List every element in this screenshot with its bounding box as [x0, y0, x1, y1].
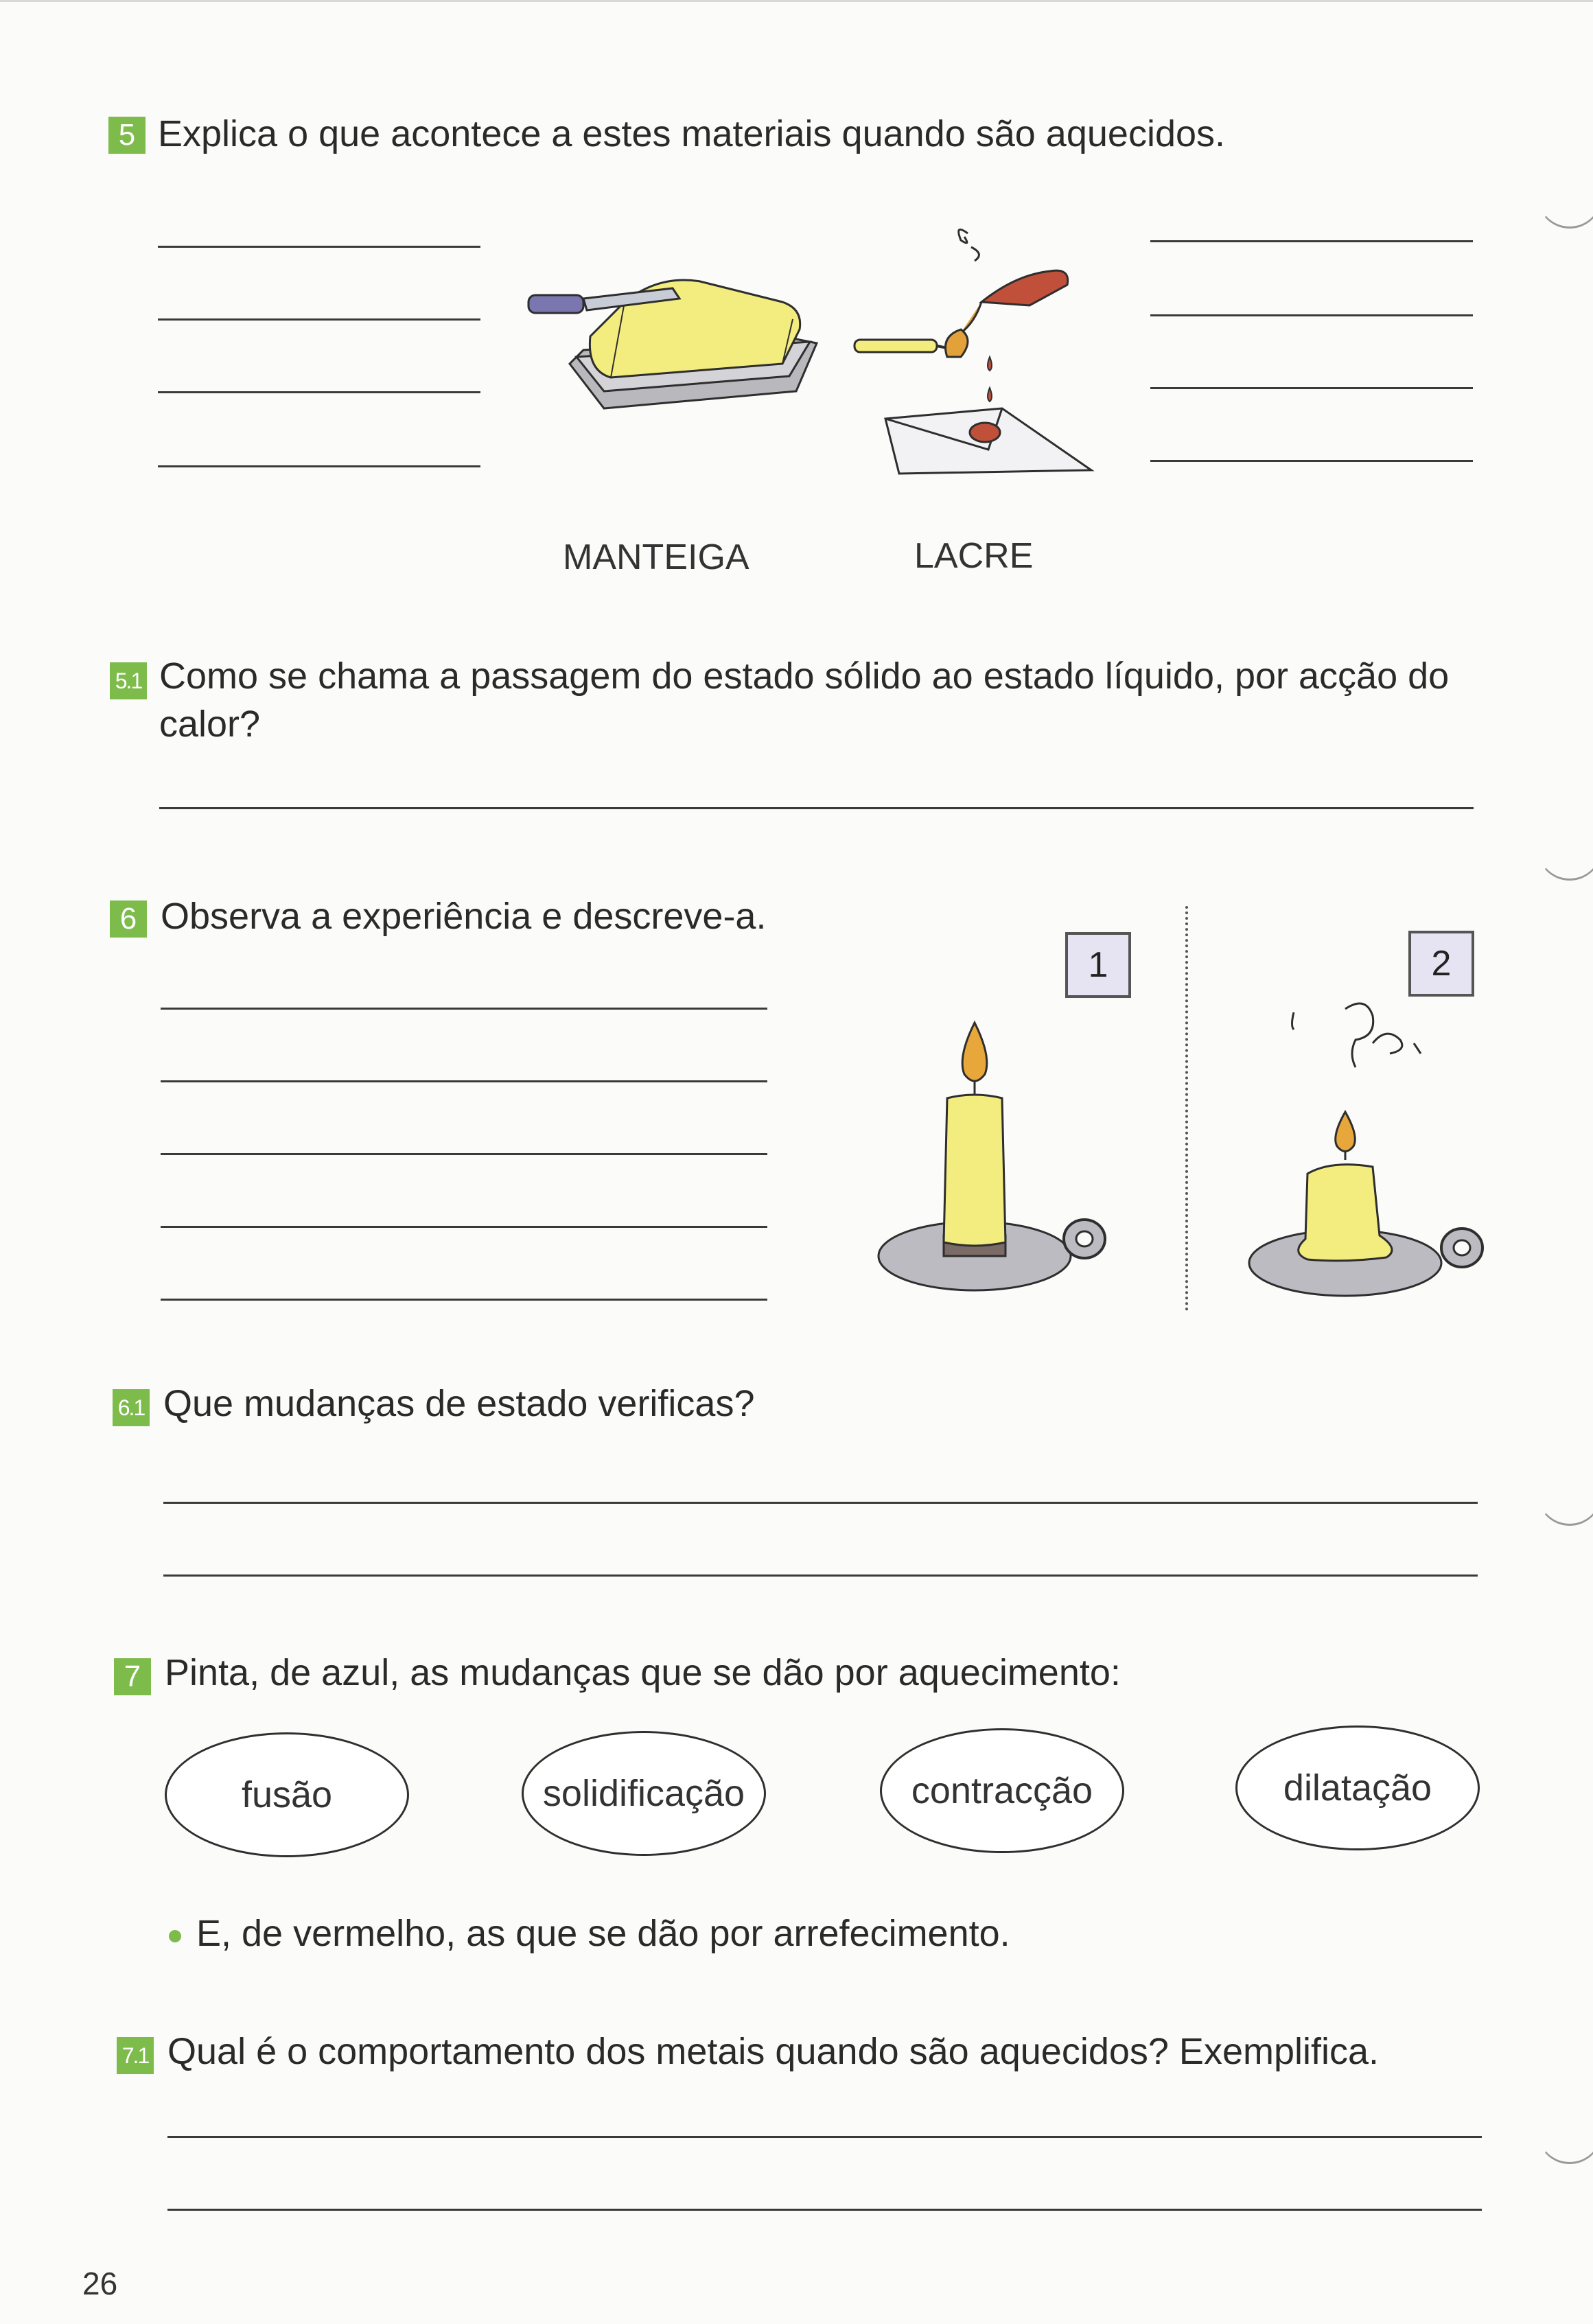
answer-line[interactable] — [158, 465, 480, 467]
option-contraccao[interactable]: contracção — [880, 1728, 1124, 1853]
label-box-1: 1 — [1065, 932, 1131, 998]
answer-line[interactable] — [161, 1153, 767, 1155]
label-box-2: 2 — [1408, 931, 1474, 997]
question-number: 5 — [108, 117, 146, 154]
question-number: 5.1 — [110, 662, 147, 699]
question-text: Que mudanças de estado verificas? — [163, 1383, 755, 1424]
question-number: 6 — [110, 900, 147, 938]
question-text: Pinta, de azul, as mudanças que se dão por aquecimento: — [165, 1652, 1121, 1693]
page-number: 26 — [82, 2266, 118, 2301]
question-text: Explica o que acontece a estes materiais quando são aquecidos. — [158, 113, 1226, 154]
answer-line[interactable] — [1150, 314, 1473, 316]
answer-line[interactable] — [167, 2136, 1482, 2138]
sealing-wax-illustration — [844, 220, 1105, 480]
question-text: Qual é o comportamento dos metais quando são aquecidos? Exemplifica. — [167, 2031, 1380, 2072]
binder-hole — [1537, 2100, 1593, 2164]
binder-hole — [1537, 817, 1593, 881]
answer-line[interactable] — [161, 1226, 767, 1228]
separator — [1185, 906, 1188, 1311]
bullet-text: E, de vermelho, as que se dão por arrefecimento. — [196, 1913, 1010, 1954]
answer-line[interactable] — [158, 318, 480, 321]
binder-hole — [1537, 165, 1593, 229]
option-solidificacao[interactable]: solidificação — [522, 1731, 766, 1856]
caption-manteiga: MANTEIGA — [563, 537, 749, 577]
bullet-point — [169, 1930, 181, 1942]
question-text: Observa a experiência e descreve-a. — [161, 896, 767, 937]
candle-melted-illustration — [1242, 988, 1496, 1311]
question-text: calor? — [159, 704, 261, 745]
answer-line[interactable] — [167, 2209, 1482, 2211]
answer-line[interactable] — [159, 807, 1474, 809]
top-rule — [0, 0, 1593, 2]
butter-illustration — [522, 261, 824, 426]
binder-hole — [1537, 1462, 1593, 1526]
answer-line[interactable] — [1150, 460, 1473, 462]
answer-line[interactable] — [163, 1574, 1478, 1577]
answer-line[interactable] — [161, 1080, 767, 1082]
candle-intact-illustration — [872, 1009, 1126, 1311]
question-number: 7 — [114, 1658, 151, 1695]
answer-line[interactable] — [1150, 387, 1473, 389]
answer-line[interactable] — [161, 1008, 767, 1010]
caption-lacre: LACRE — [914, 536, 1034, 576]
answer-line[interactable] — [161, 1299, 767, 1301]
answer-line[interactable] — [1150, 240, 1473, 242]
option-dilatacao[interactable]: dilatação — [1235, 1725, 1480, 1850]
question-number: 6.1 — [113, 1389, 150, 1426]
question-number: 7.1 — [117, 2037, 154, 2074]
option-fusao[interactable]: fusão — [165, 1732, 409, 1857]
answer-line[interactable] — [163, 1502, 1478, 1504]
answer-line[interactable] — [158, 391, 480, 393]
question-text: Como se chama a passagem do estado sólido ao estado líquido, por acção do — [159, 655, 1450, 697]
answer-line[interactable] — [158, 246, 480, 248]
